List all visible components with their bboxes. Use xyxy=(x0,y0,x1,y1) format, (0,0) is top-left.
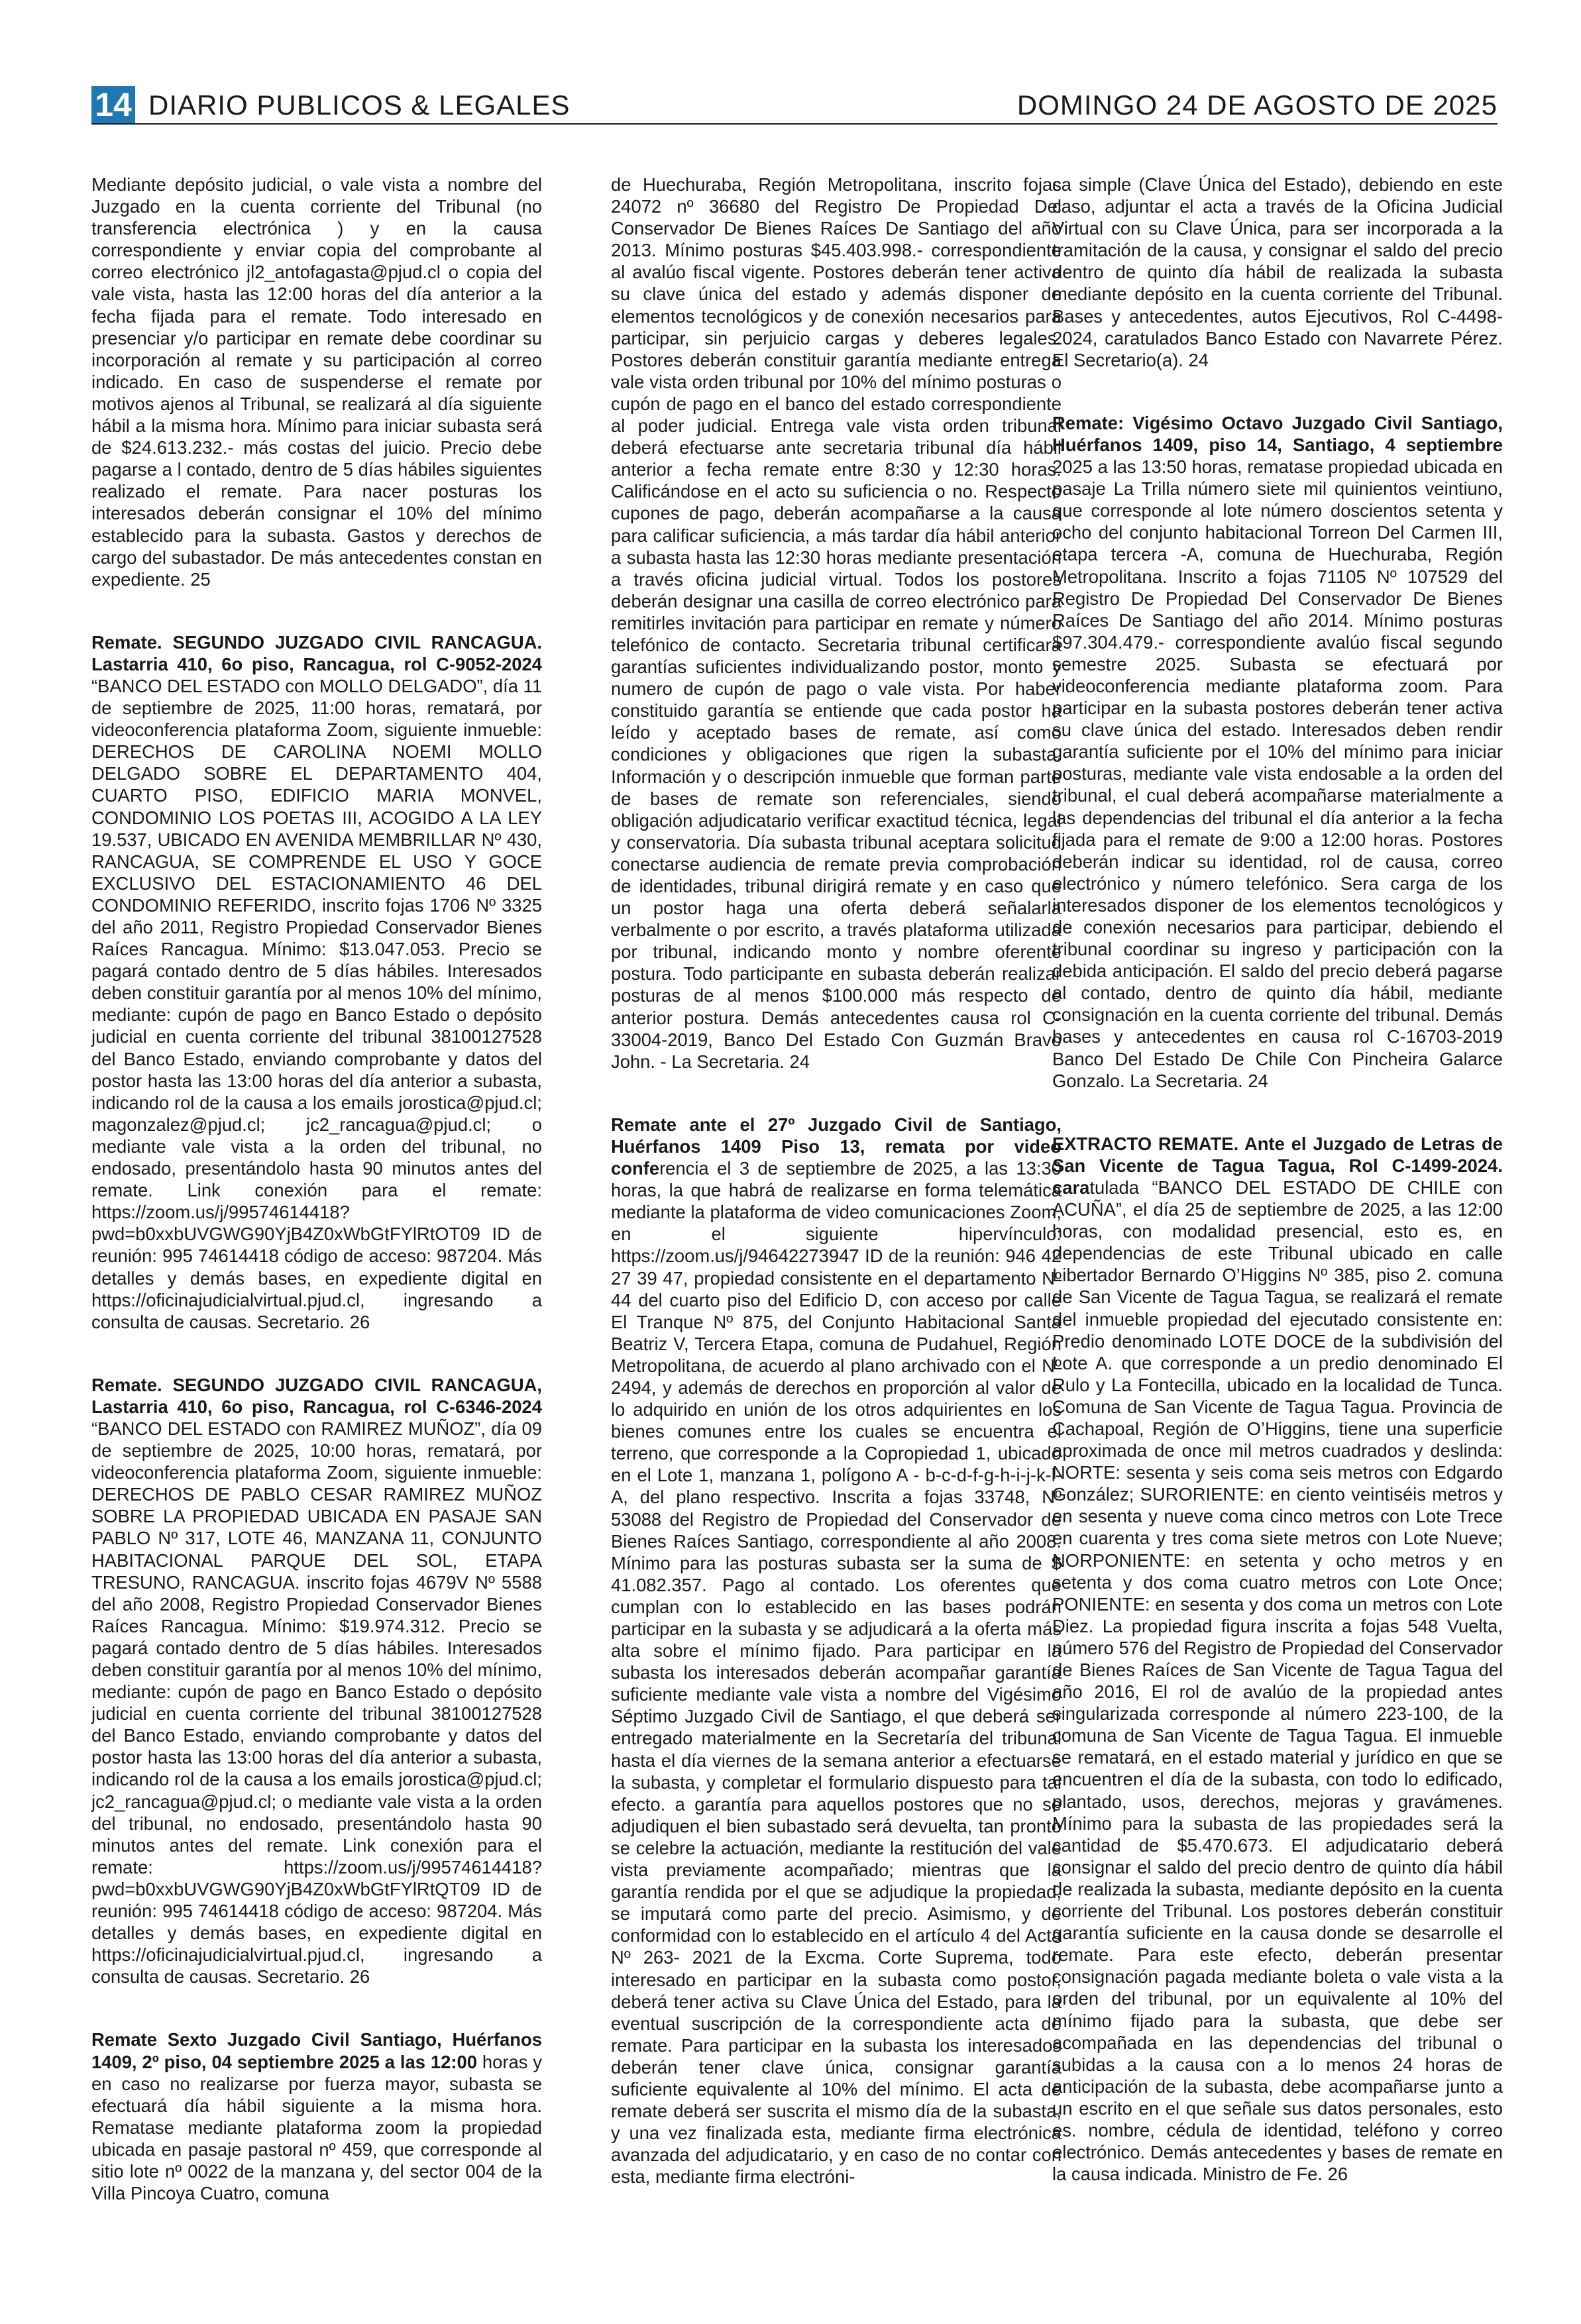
notice-heading: Remate. SEGUNDO JUZGADO CIVIL RANCAGUA. Lastarria 410, 6o piso, Rancagua, rol C-9052-2024 xyxy=(91,631,542,674)
page-header xyxy=(91,86,1498,125)
publication-title: DIARIO PUBLICOS & LEGALES xyxy=(148,89,571,121)
notice-continuation xyxy=(1052,174,1503,371)
notice-text: tulada “BANCO DEL ESTADO DE CHILE con ACUÑA”, el día 25 de septiembre de 2025, a las 12:00 horas, con modalidad presencial, esto es, en dependencias de este Tribunal ubicado en calle Libertador Bernardo O’Higgins Nº 385, piso 2. comuna de San Vicente de Tagua Tagua, se realizará el remate del inmueble propiedad del ejecutado consistente en: Predio denominado LOTE DOCE de la subdivisión del Lote A. que corresponde a un predio denominado El Rulo y La Fontecilla, ubicado en la localidad de Tunca. Comuna de San Vicente de Tagua Tagua. Provincia de Cachapoal, Región de O’Higgins, tiene una superficie aproximada de once mil metros cuadrados y deslinda: NORTE: sesenta y seis coma seis metros con Edgardo González; SURORIENTE: en ciento veintiséis metros y en sesenta y nueve coma cinco metros con Lote Trece en cuarenta y tres coma siete metros con Lote Nueve; NORPONIENTE: en setenta y ocho metros y en setenta y dos coma cuatro metros con Lote Once; PONIENTE: en sesenta y dos coma un metros con Lote Diez. La propiedad figura inscrita a fojas 548 Vuelta, número 576 del Registro de Propiedad del Conservador de Bienes Raíces de San Vicente de Tagua Tagua del año 2016, El rol de avalúo de la propiedad antes singularizada corresponde al número 223-100, de la comuna de San Vicente de Tagua Tagua. El inmueble se rematará, en el estado material y jurídico en que se encuentren el día de la subasta, con todo lo edificado, plantado, usos, derechos, mejoras y gravámenes. Mínimo para la subasta de las propiedades será la cantidad de $5.470.673. El adjudicatario deberá consignar el saldo del precio dentro de quinto día hábil de realizada la subasta, mediante depósito en la cuenta corriente del Tribunal. Los postores deberán constituir garantía suficiente en la causa donde se desarrolle el remate. Para este efecto, deberán presentar consignación pagada mediante boleta o vale vista a la orden del tribunal, por un equivalente al 10% del mínimo fijado para la subasta, que debe ser acompañada en las dependencias del tribunal o subidas a la causa con a lo menos 24 horas de anticipación de la subasta, debe acompañarse junto a un escrito en el que señale sus datos personales, esto es. nombre, cédula de identidad, teléfono y correo electrónico. Demás antecedentes y bases de remate en la causa indicada. Ministro de Fe. 26 xyxy=(1052,1177,1503,2185)
column-1 xyxy=(91,174,542,2204)
notice-heading: Remate ante el 27º Juzgado Civil de Santiago, Huérfanos 1409 Piso 13, remata por video confe xyxy=(611,1114,1062,1179)
notice-heading: Remate. SEGUNDO JUZGADO CIVIL RANCAGUA, Lastarria 410, 6o piso, Rancagua, rol C-6346-2024 xyxy=(91,1374,542,1417)
notice xyxy=(91,631,542,1333)
notice-text: “BANCO DEL ESTADO con RAMIREZ MUÑOZ”, día 09 de septiembre de 2025, 10:00 horas, rematará, por videoconferencia plataforma Zoom, siguiente inmueble: DERECHOS DE PABLO CESAR RAMIREZ MUÑOZ SOBRE LA PROPIEDAD UBICADA EN PASAJE SAN PABLO Nº 317, LOTE 46, MANZANA 11, CONJUNTO HABITACIONAL PARQUE DEL SOL, ETAPA TRESUNO, RANCAGUA. inscrito fojas 4679V Nº 5588 del año 2008, Registro Propiedad Conservador Bienes Raíces Rancagua. Mínimo: $19.974.312. Precio se pagará contado dentro de 5 días hábiles. Interesados deben constituir garantía por al menos 10% del mínimo, mediante: cupón de pago en Banco Estado o depósito judicial en cuenta corriente del tribunal 38100127528 del Banco Estado, enviando comprobante y datos del postor hasta las 13:00 horas del día anterior a subasta, indicando rol de la causa a los emails jorostica@pjud.cl; jc2_rancagua@pjud.cl; o mediante vale vista a la orden del tribunal, no endosado, presentándolo hasta 90 minutos antes del remate. Link conexión para el remate: https://zoom.us/j/99574614418?pwd=b0xxbUVGWG90YjB4Z0xWbGtFYlRtQT09 ID de reunión: 995 74614418 código de acceso: 987204. Más detalles y demás bases, en expediente digital en https://oficinajudicialvirtual.pjud.cl, ingresando a consulta de causas. Secretario. 26 xyxy=(91,1418,542,1987)
notice-continuation xyxy=(611,174,1062,1073)
notice-text: “BANCO DEL ESTADO con MOLLO DELGADO”, día 11 de septiembre de 2025, 11:00 horas, rematará, por videoconferencia plataforma Zoom, siguiente inmueble: DERECHOS DE CAROLINA NOEMI MOLLO DELGADO SOBRE EL DEPARTAMENTO 404, CUARTO PISO, EDIFICIO MARIA MONVEL, CONDOMINIO LOS POETAS III, ACOGIDO A LA LEY 19.537, UBICADO EN AVENIDA MEMBRILLAR Nº 430, RANCAGUA, SE COMPRENDE EL USO Y GOCE EXCLUSIVO DEL ESTACIONAMIENTO 46 DEL CONDOMINIO REFERIDO, inscrito fojas 1706 Nº 3325 del año 2011, Registro Propiedad Conservador Bienes Raíces Rancagua. Mínimo: $13.047.053. Precio se pagará contado dentro de 5 días hábiles. Interesados deben constituir garantía por al menos 10% del mínimo, mediante: cupón de pago en Banco Estado o depósito judicial en cuenta corriente del tribunal 38100127528 del Banco Estado, enviando comprobante y datos del postor hasta las 13:00 horas del día anterior a subasta, indicando rol de la causa a los emails jorostica@pjud.cl; magonzalez@pjud.cl; jc2_rancagua@pjud.cl; o mediante vale vista a la orden del tribunal, no endosado, presentándolo hasta 90 minutos antes del remate. Link conexión para el remate: https://zoom.us/j/99574614418?pwd=b0xxbUVGWG90YjB4Z0xWbGtFYlRtOT09 ID de reunión: 995 74614418 código de acceso: 987204. Más detalles y demás bases, en expediente digital en https://oficinajudicialvirtual.pjud.cl, ingresando a consulta de causas. Secretario. 26 xyxy=(91,675,542,1332)
notice xyxy=(611,1114,1062,2188)
notice-text: horas y en caso no realizarse por fuerza mayor, subasta se efectuará día hábil siguiente a la misma hora. Rematase mediante plataforma zoom la propiedad ubicada en pasaje pastoral nº 459, que corresponde al sitio lote nº 0022 de la manzana y, del sector 004 de la Villa Pincoya Cuatro, comuna xyxy=(91,2051,543,2204)
notice xyxy=(1052,1133,1503,2186)
notice xyxy=(1052,412,1503,1092)
notice-heading: Remate: Vigésimo Octavo Juzgado Civil Santiago, Huérfanos 1409, piso 14, Santiago, 4 septiembre xyxy=(1052,412,1503,455)
notice-continuation xyxy=(91,174,542,590)
notice xyxy=(91,1374,542,1988)
column-3 xyxy=(1052,174,1503,2185)
notice xyxy=(91,2029,542,2204)
notice-text: 2025 a las 13:50 horas, rematase propiedad ubicada en pasaje La Trilla número siete mil quinientos veintiuno, que corresponde al lote número doscientos setenta y ocho del conjunto habitacional Torreon Del Carmen III, etapa tercera -A, comuna de Huechuraba, Región Metropolitana. Inscrito a fojas 71105 Nº 107529 del Registro De Propiedad Del Conservador De Bienes Raíces De Santiago del año 2014. Mínimo posturas $97.304.479.- correspondiente avalúo fiscal segundo semestre 2025. Subasta se efectuará por videoconferencia mediante plataforma zoom. Para participar en la subasta postores deberán tener activa su clave única del estado. Interesados deben rendir garantía suficiente por el 10% del mínimo para iniciar posturas, mediante vale vista endosable a la orden del tribunal, el cual deberá acompañarse materialmente a las dependencias del tribunal el día anterior a la fecha fijada para el remate de 9:00 a 12:00 horas. Postores deberán indicar su identidad, rol de causa, correo electrónico y número telefónico. Sera carga de los interesados disponer de los elementos tecnológicos y de conexión necesarios para participar, debiendo el tribunal coordinar su ingreso y participación con la debida anticipación. El saldo del precio deberá pagarse al contado, dentro de quinto día hábil, mediante consignación en la cuenta corriente del tribunal. Demás bases y antecedentes en causa rol C-16703-2019 Banco Del Estado De Chile Con Pincheira Galarce Gonzalo. La Secretaria. 24 xyxy=(1052,456,1503,1091)
issue-date: DOMINGO 24 DE AGOSTO DE 2025 xyxy=(1016,89,1498,121)
notice-heading: EXTRACTO REMATE. Ante el Juzgado de Letras de San Vicente de Tagua Tagua, Rol C-1499-2024. cara xyxy=(1052,1133,1503,1198)
notice-text: Mediante depósito judicial, o vale vista a nombre del Juzgado en la cuenta corriente del Tribunal (no transferencia electrónica ) y en la causa correspondiente y enviar copia del comprobante al correo electrónico jl2_antofagasta@pjud.cl o copia del vale vista, hasta las 12:00 horas del día anterior a la fecha fijada para el remate. Todo interesado en presenciar y/o participar en remate debe coordinar su incorporación al remate y su participación al correo indicado. En caso de suspenderse el remate por motivos ajenos al Tribunal, se realizará al día siguiente hábil a la misma hora. Mínimo para iniciar subasta será de $24.613.232.- más costas del juicio. Precio debe pagarse a l contado, dentro de 5 días hábiles siguientes realizado el remate. Para nacer posturas los interesados deberán consignar el 10% del mínimo establecido para la subasta. Gastos y derechos de cargo del subastador. De más antecedentes constan en expediente. 25 xyxy=(91,174,542,590)
notice-text: de Huechuraba, Región Metropolitana, inscrito fojas 24072 nº 36680 del Registro De Propiedad Del Conservador De Bienes Raíces De Santiago del año 2013. Mínimo posturas $45.403.998.- correspondiente al avalúo fiscal vigente. Postores deberán tener activa su clave única del estado y además disponer de elementos tecnológicos y de conexión necesarios para participar, sin perjuicio cargas y deberes legales. Postores deberán constituir garantía mediante entrega vale vista orden tribunal por 10% del mínimo posturas o cupón de pago en el banco del estado correspondiente al poder judicial. Entrega vale vista orden tribunal deberá efectuarse ante secretaria tribunal día hábil anterior a fecha remate entre 8:30 y 12:30 horas. Calificándose en el acto su suficiencia o no. Respecto cupones de pago, deberán acompañarse a la causa para calificar suficiencia, a más tardar día hábil anterior a subasta hasta las 12:30 horas mediante presentación a través oficina judicial virtual. Todos los postores deberán designar una casilla de correo electrónico para remitirles invitación para participar en remate y número telefónico de contacto. Secretaria tribunal certificara garantías suficientes individualizando postor, monto y numero de cupón de pago o vale vista. Por haber constituido garantía se entiende que cada postor ha leído y aceptado bases de remate, así como condiciones y obligaciones que rigen la subasta. Información y o descripción inmueble que forman parte de bases de remate son referenciales, siendo obligación adjudicatario verificar exactitud técnica, legal y conservatoria. Día subasta tribunal aceptara solicitud conectarse audiencia de remate previa comprobación de identidades, tribunal dirigirá remate y en caso que un postor haga una oferta deberá señalarla verbalmente o por escrito, a través plataforma utilizada por tribunal, indicando monto y nombre oferente postura. Todo participante en subasta deberán realizar posturas de al menos $100.000 más respecto de anterior postura. Demás antecedentes causa rol C-33004-2019, Banco Del Estado Con Guzmán Bravo John. - La Secretaria. 24 xyxy=(611,174,1062,1072)
notice-text: rencia el 3 de septiembre de 2025, a las 13:30 horas, la que habrá de realizarse en forma telemática mediante la plataforma de video comunicaciones Zoom, en el siguiente hipervínculo: https://zoom.us/j/94642273947 ID de la reunión: 946 42 27 39 47, propiedad consistente en el departamento Nº 44 del cuarto piso del Edificio D, con acceso por calle El Tranque Nº 875, del Conjunto Habitacional Santa Beatriz V, Tercera Etapa, comuna de Pudahuel, Región Metropolitana, de acuerdo al plano archivado con el Nº 2494, y además de derechos en proporción al valor de lo adquirido en unión de los otros adquirientes en los bienes comunes entre los cuales se encuentra el terreno, que corresponde a la Copropiedad 1, ubicado en el Lote 1, manzana 1, polígono A - b-c-d-f-g-h-i-j-k-l- A, del plano respectivo. Inscrita a fojas 33748, Nº 53088 del Registro de Propiedad del Conservador de Bienes Raíces Santiago, correspondiente al año 2008. Mínimo para las posturas subasta ser la suma de $ 41.082.357. Pago al contado. Los oferentes que cumplan con lo establecido en las bases podrán participar en la subasta y se adjudicará a la oferta más alta sobre el mínimo fijado. Para participar en la subasta los interesados deberán acompañar garantía suficiente mediante vale vista a nombre del Vigésimo Séptimo Juzgado Civil de Santiago, el que deberá ser entregado materialmente en la Secretaría del tribunal hasta el día viernes de la semana anterior a efectuarse la subasta, y completar el formulario dispuesto para tal efecto. a garantía para aquellos postores que no se adjudiquen el bien subastado será devuelta, tan pronto se celebre la actuación, mediante la restitución del vale vista previamente acompañado; mientras que la garantía rendida por el que se adjudique la propiedad, se imputará como parte del precio. Asimismo, y de conformidad con lo establecido en el artículo 4 del Acta Nº 263- 2021 de la Excma. Corte Suprema, todo interesado en participar en la subasta como postor, deberá tener activa su Clave Única del Estado, para la eventual suscripción de la correspondiente acta de remate. Para participar en la subasta los interesados deberán tener clave única, consignar garantía suficiente equivalente al 10% del mínimo. El acta de remate deberá ser suscrita el mismo día de la subasta, y una vez finalizada esta, mediante firma electrónica avanzada del adjudicatario, y en caso de no contar con esta, mediante firma electróni- xyxy=(611,1158,1062,2188)
page-number: 14 xyxy=(91,86,135,123)
column-2 xyxy=(611,174,1062,2188)
notice-heading: Remate Sexto Juzgado Civil Santiago, Huérfanos 1409, 2º piso, 04 septiembre 2025 a las 12:00 xyxy=(91,2029,542,2072)
notice-text: ca simple (Clave Única del Estado), debiendo en este caso, adjuntar el acta a través de la Oficina Judicial Virtual con su Clave Única, para ser incorporada a la tramitación de la causa, y consignar el saldo del precio dentro de quinto día hábil de realizada la subasta mediante depósito en la cuenta corriente del Tribunal. Bases y antecedentes, autos Ejecutivos, Rol C-4498-2024, caratulados Banco Estado con Navarrete Pérez. El Secretario(a). 24 xyxy=(1052,174,1503,370)
